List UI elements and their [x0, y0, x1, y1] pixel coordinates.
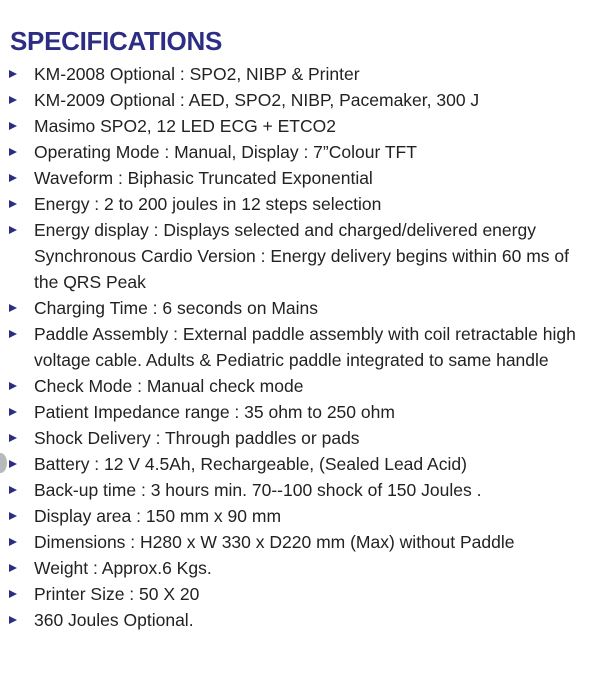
- spec-item: [0, 503, 595, 529]
- spec-text: Back-up time : 3 hours min. 70--100 shock of 150 Joules .: [34, 480, 482, 500]
- bullet-arrow-icon: [9, 382, 17, 390]
- spec-text: Check Mode : Manual check mode: [34, 376, 304, 396]
- spec-item: [0, 477, 595, 503]
- spec-text: Operating Mode : Manual, Display : 7”Colour TFT: [34, 142, 417, 162]
- bullet-arrow-icon: [9, 330, 17, 338]
- spec-text: 360 Joules Optional.: [34, 610, 194, 630]
- spec-text: Shock Delivery : Through paddles or pads: [34, 428, 360, 448]
- spec-text: Energy : 2 to 200 joules in 12 steps selection: [34, 194, 382, 214]
- spec-text: Weight : Approx.6 Kgs.: [34, 558, 212, 578]
- spec-text: KM-2009 Optional : AED, SPO2, NIBP, Pacemaker, 300 J: [34, 90, 480, 110]
- spec-text: Dimensions : H280 x W 330 x D220 mm (Max) without Paddle: [34, 532, 515, 552]
- spec-text: Charging Time : 6 seconds on Mains: [34, 298, 319, 318]
- bullet-arrow-icon: [9, 590, 17, 598]
- spec-item: [0, 555, 595, 581]
- spec-text: Printer Size : 50 X 20: [34, 584, 200, 604]
- spec-text: Patient Impedance range : 35 ohm to 250 ohm: [34, 402, 395, 422]
- spec-list: [0, 61, 595, 633]
- bullet-arrow-icon: [9, 486, 17, 494]
- spec-item: [0, 607, 595, 633]
- spec-text: Energy display : Displays selected and charged/delivered energy Synchronous Cardio Version : Energy delivery begins within 60 ms of the QRS Peak: [34, 220, 569, 292]
- bullet-arrow-icon: [9, 70, 17, 78]
- spec-item: [0, 217, 595, 295]
- bullet-arrow-icon: [9, 460, 17, 468]
- spec-text: Waveform : Biphasic Truncated Exponential: [34, 168, 373, 188]
- spec-item: [0, 529, 595, 555]
- bullet-arrow-icon: [9, 564, 17, 572]
- spec-text: Paddle Assembly : External paddle assembly with coil retractable high voltage cable. Adults & Pediatric paddle integrated to same handle: [34, 324, 576, 370]
- bullet-arrow-icon: [9, 538, 17, 546]
- page-title: SPECIFICATIONS: [10, 26, 223, 56]
- spec-item: [0, 61, 595, 87]
- bullet-arrow-icon: [9, 434, 17, 442]
- spec-item: [0, 113, 595, 139]
- spec-item: [0, 191, 595, 217]
- bullet-arrow-icon: [9, 200, 17, 208]
- bullet-arrow-icon: [9, 616, 17, 624]
- spec-item: [0, 373, 595, 399]
- bullet-arrow-icon: [9, 304, 17, 312]
- spec-item: [0, 139, 595, 165]
- bullet-arrow-icon: [9, 148, 17, 156]
- spec-item: [0, 451, 595, 477]
- spec-item: [0, 165, 595, 191]
- bullet-arrow-icon: [9, 226, 17, 234]
- spec-text: KM-2008 Optional : SPO2, NIBP & Printer: [34, 64, 360, 84]
- spec-text: Display area : 150 mm x 90 mm: [34, 506, 282, 526]
- spec-item: [0, 425, 595, 451]
- bullet-arrow-icon: [9, 96, 17, 104]
- bullet-arrow-icon: [9, 408, 17, 416]
- spec-item: [0, 87, 595, 113]
- spec-item: [0, 581, 595, 607]
- spec-item: [0, 295, 595, 321]
- spec-item: [0, 399, 595, 425]
- spec-text: Battery : 12 V 4.5Ah, Rechargeable, (Sealed Lead Acid): [34, 454, 467, 474]
- bullet-arrow-icon: [9, 122, 17, 130]
- spec-text: Masimo SPO2, 12 LED ECG + ETCO2: [34, 116, 336, 136]
- spec-item: [0, 321, 595, 373]
- bullet-arrow-icon: [9, 512, 17, 520]
- bullet-arrow-icon: [9, 174, 17, 182]
